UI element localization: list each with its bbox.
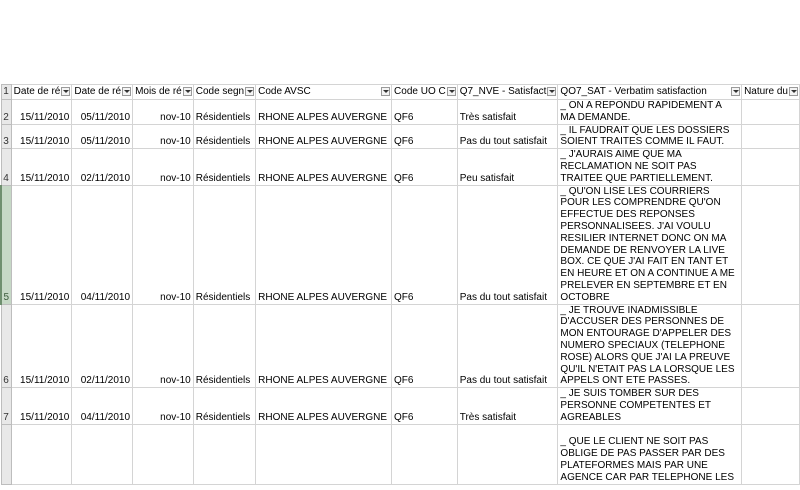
cell-satisfaction[interactable]: Très satisfait <box>457 100 558 125</box>
row-number[interactable] <box>1 424 11 484</box>
filter-dropdown-icon[interactable] <box>61 87 70 96</box>
cell-segment[interactable]: Résidentiels <box>193 100 255 125</box>
column-header[interactable] <box>392 85 458 100</box>
column-header-label: Date de ré <box>74 86 122 97</box>
data-table <box>0 84 800 485</box>
column-header[interactable] <box>72 85 133 100</box>
table-row <box>1 185 800 304</box>
filter-dropdown-icon[interactable] <box>183 87 192 96</box>
cell-verbatim[interactable]: _ IL FAUDRAIT QUE LES DOSSIERS SOIENT TRAITES COMME IL FAUT. <box>558 124 742 149</box>
column-header-label: Code UO C <box>394 86 446 97</box>
cell-date[interactable] <box>72 424 133 484</box>
filter-dropdown-icon[interactable] <box>447 87 456 96</box>
cell-month[interactable]: nov-10 <box>133 388 194 424</box>
cell-avsc[interactable]: RHONE ALPES AUVERGNE <box>256 124 392 149</box>
cell-avsc[interactable] <box>256 424 392 484</box>
table-row <box>1 388 800 424</box>
cell-uo[interactable]: QF6 <box>392 124 458 149</box>
cell-satisfaction[interactable]: Pas du tout satisfait <box>457 304 558 388</box>
table-row <box>1 304 800 388</box>
cell-segment[interactable]: Résidentiels <box>193 388 255 424</box>
column-header-label: QO7_SAT - Verbatim satisfaction <box>560 86 707 97</box>
cell-verbatim[interactable]: _ JE TROUVE INADMISSIBLE D'ACCUSER DES PERSONNES DE MON ENTOURAGE D'APPELER DES NUMERO SPECIAUX (TELEPHONE ROSE) ALORS QUE J'AI LA PREUVE QU'IL N'ETAIT PAS LA LORSQUE LES APPELS ONT ETE PASSES. <box>558 304 742 388</box>
cell-date-reponse[interactable]: 15/11/2010 <box>11 304 72 388</box>
column-header-label: Code AVSC <box>258 86 311 97</box>
cell-date[interactable]: 04/11/2010 <box>72 185 133 304</box>
filter-dropdown-icon[interactable] <box>381 87 390 96</box>
filter-dropdown-icon[interactable] <box>731 87 740 96</box>
row-number[interactable]: 6 <box>1 304 11 388</box>
filter-dropdown-icon[interactable] <box>245 87 254 96</box>
cell-verbatim[interactable]: _ JE SUIS TOMBER SUR DES PERSONNE COMPETENTES ET AGREABLES <box>558 388 742 424</box>
column-header[interactable] <box>742 85 800 100</box>
column-header-label: Q7_NVE - Satisfact <box>459 86 547 97</box>
cell-verbatim[interactable]: _ J'AURAIS AIME QUE MA RECLAMATION NE SOIT PAS TRAITEE QUE PARTIELLEMENT. <box>558 149 742 185</box>
cell-avsc[interactable]: RHONE ALPES AUVERGNE <box>256 304 392 388</box>
row-number[interactable]: 7 <box>1 388 11 424</box>
column-header[interactable] <box>193 85 255 100</box>
cell-satisfaction[interactable]: Très satisfait <box>457 388 558 424</box>
cell-uo[interactable] <box>392 424 458 484</box>
cell-avsc[interactable]: RHONE ALPES AUVERGNE <box>256 185 392 304</box>
cell-verbatim[interactable]: _ QUE LE CLIENT NE SOIT PAS OBLIGE DE PAS PASSER PAR DES PLATEFORMES MAIS PAR UNE AGENCE CAR PAR TELEPHONE LES <box>558 424 742 484</box>
column-header[interactable] <box>558 85 742 100</box>
cell-date-reponse[interactable]: 15/11/2010 <box>11 124 72 149</box>
row-number[interactable]: 3 <box>1 124 11 149</box>
cell-nature[interactable] <box>742 388 800 424</box>
filter-dropdown-icon[interactable] <box>122 87 131 96</box>
cell-nature[interactable] <box>742 185 800 304</box>
cell-date-reponse[interactable]: 15/11/2010 <box>11 388 72 424</box>
cell-avsc[interactable]: RHONE ALPES AUVERGNE <box>256 149 392 185</box>
cell-verbatim[interactable]: _ QU'ON LISE LES COURRIERS POUR LES COMPRENDRE QU'ON EFFECTUE DES REPONSES PERSONNALISEES. J'AI VOULU RESILIER INTERNET DONC ON MA DEMANDE DE RENVOYER LA LIVE BOX. CE QUE J'AI FAIT EN TANT ET EN HEURE ET ON A CONTINUE A ME PRELEVER EN SEPTEMBRE ET EN OCTOBRE <box>558 185 742 304</box>
cell-date[interactable]: 05/11/2010 <box>72 100 133 125</box>
table-row <box>1 124 800 149</box>
cell-month[interactable]: nov-10 <box>133 304 194 388</box>
cell-nature[interactable] <box>742 304 800 388</box>
cell-nature[interactable] <box>742 149 800 185</box>
cell-satisfaction[interactable]: Pas du tout satisfait <box>457 124 558 149</box>
cell-uo[interactable]: QF6 <box>392 185 458 304</box>
column-header[interactable] <box>133 85 194 100</box>
cell-satisfaction[interactable]: Peu satisfait <box>457 149 558 185</box>
row-number[interactable]: 2 <box>1 100 11 125</box>
column-header[interactable] <box>256 85 392 100</box>
cell-date[interactable]: 02/11/2010 <box>72 304 133 388</box>
column-header-label: Mois de ré <box>135 86 182 97</box>
column-header[interactable] <box>457 85 558 100</box>
column-header-label: Nature du <box>744 86 788 97</box>
cell-month[interactable]: nov-10 <box>133 100 194 125</box>
cell-segment[interactable]: Résidentiels <box>193 149 255 185</box>
cell-uo[interactable]: QF6 <box>392 100 458 125</box>
cell-month[interactable]: nov-10 <box>133 185 194 304</box>
row-number[interactable]: 4 <box>1 149 11 185</box>
cell-month[interactable]: nov-10 <box>133 124 194 149</box>
column-header-label: Date de ré <box>13 86 61 97</box>
cell-avsc[interactable]: RHONE ALPES AUVERGNE <box>256 100 392 125</box>
cell-date-reponse[interactable]: 15/11/2010 <box>11 100 72 125</box>
column-header-label: Code segn <box>195 86 245 97</box>
cell-segment[interactable] <box>193 424 255 484</box>
cell-segment[interactable]: Résidentiels <box>193 124 255 149</box>
row-number[interactable]: 1 <box>1 85 11 100</box>
cell-satisfaction[interactable]: Pas du tout satisfait <box>457 185 558 304</box>
cell-month[interactable] <box>133 424 194 484</box>
spreadsheet-grid[interactable] <box>0 84 800 483</box>
cell-uo[interactable]: QF6 <box>392 149 458 185</box>
row-number[interactable]: 5 <box>1 185 11 304</box>
table-row <box>1 424 800 484</box>
column-header[interactable] <box>11 85 72 100</box>
cell-date[interactable]: 02/11/2010 <box>72 149 133 185</box>
cell-satisfaction[interactable] <box>457 424 558 484</box>
cell-nature[interactable] <box>742 100 800 125</box>
cell-avsc[interactable]: RHONE ALPES AUVERGNE <box>256 388 392 424</box>
filter-dropdown-icon[interactable] <box>789 87 798 96</box>
cell-date-reponse[interactable]: 15/11/2010 <box>11 185 72 304</box>
cell-date-reponse[interactable]: 15/11/2010 <box>11 149 72 185</box>
cell-nature[interactable] <box>742 424 800 484</box>
cell-date-reponse[interactable] <box>11 424 72 484</box>
cell-nature[interactable] <box>742 124 800 149</box>
cell-uo[interactable]: QF6 <box>392 388 458 424</box>
cell-segment[interactable]: Résidentiels <box>193 185 255 304</box>
cell-segment[interactable]: Résidentiels <box>193 304 255 388</box>
filter-dropdown-icon[interactable] <box>547 87 556 96</box>
table-row <box>1 100 800 125</box>
header-row <box>1 85 800 100</box>
cell-date[interactable]: 05/11/2010 <box>72 124 133 149</box>
cell-verbatim[interactable]: _ ON A REPONDU RAPIDEMENT A MA DEMANDE. <box>558 100 742 125</box>
table-row <box>1 149 800 185</box>
cell-month[interactable]: nov-10 <box>133 149 194 185</box>
cell-date[interactable]: 04/11/2010 <box>72 388 133 424</box>
cell-uo[interactable]: QF6 <box>392 304 458 388</box>
